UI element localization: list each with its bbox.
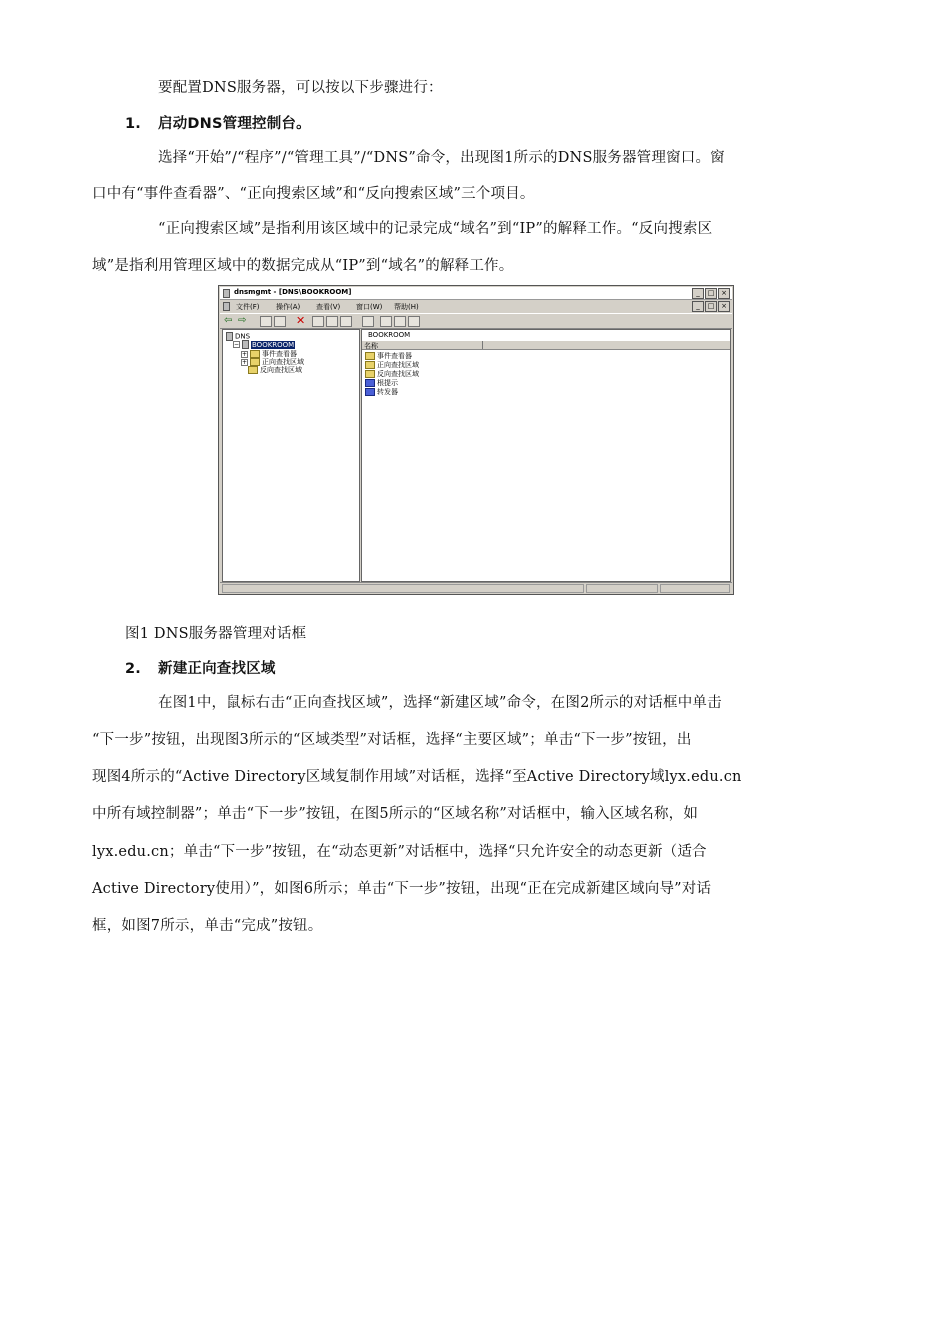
dns-manager-screenshot bbox=[218, 285, 734, 595]
intro-paragraph: 要配置DNS服务器，可以按以下步骤进行： bbox=[158, 80, 443, 96]
menu-bar bbox=[220, 300, 732, 312]
column-divider[interactable] bbox=[482, 341, 483, 349]
back-icon[interactable]: ⇦ bbox=[224, 315, 233, 326]
help-icon[interactable] bbox=[362, 316, 374, 327]
menu-file[interactable]: 文件(F) bbox=[236, 303, 260, 311]
child-restore-icon[interactable]: □ bbox=[705, 301, 717, 312]
step2-line: “下一步”按钮，出现图3所示的“区域类型”对话框，选择“主要区域”；单击“下一步”按钮，出 bbox=[92, 732, 692, 748]
menu-help[interactable]: 帮助(H) bbox=[394, 303, 419, 311]
step2-number: 2. bbox=[125, 661, 141, 677]
tree-item-event-viewer[interactable]: + 事件查看器 bbox=[242, 350, 297, 358]
step2-line: 在图1中，鼠标右击“正向查找区域”，选择“新建区域”命令，在图2所示的对话框中单击 bbox=[158, 695, 722, 711]
step1-number: 1. bbox=[125, 116, 141, 132]
step1-para1-line1: 选择“开始”/“程序”/“管理工具”/“DNS”命令，出现图1所示的DNS服务器管理窗口。窗 bbox=[158, 150, 725, 166]
expand-icon[interactable]: + bbox=[242, 350, 248, 358]
console-tree-pane[interactable] bbox=[222, 329, 360, 582]
properties-icon[interactable] bbox=[312, 316, 324, 327]
step1-para1-line2: 口中有“事件查看器”、“正向搜索区域”和“反向搜索区域”三个项目。 bbox=[92, 186, 535, 202]
collapse-icon[interactable]: − bbox=[234, 341, 240, 348]
status-cell-main bbox=[222, 584, 584, 593]
maximize-icon[interactable]: □ bbox=[705, 288, 717, 299]
tree-server-bookroom[interactable]: − BOOKROOM bbox=[234, 340, 295, 349]
figure-caption: 图1 DNS服务器管理对话框 bbox=[125, 626, 307, 642]
step2-line: 现图4所示的“Active Directory区域复制作用域”对话框，选择“至Active Directory域lyx.edu.cn bbox=[92, 769, 742, 785]
step1-para2-line2: 域”是指利用管理区域中的数据完成从“IP”到“域名”的解释工作。 bbox=[92, 258, 514, 274]
status-bar bbox=[220, 582, 732, 593]
window-titlebar bbox=[220, 287, 732, 300]
menu-window[interactable]: 窗口(W) bbox=[356, 303, 383, 311]
root-hints-icon bbox=[365, 379, 375, 387]
zone-icon[interactable] bbox=[408, 316, 420, 327]
tree-root-dns[interactable]: DNS bbox=[226, 332, 250, 341]
close-icon[interactable]: × bbox=[718, 288, 730, 299]
child-minimize-icon[interactable]: _ bbox=[692, 301, 704, 312]
details-header: BOOKROOM bbox=[368, 331, 411, 339]
minimize-icon[interactable]: _ bbox=[692, 288, 704, 299]
console-icon bbox=[223, 302, 230, 311]
status-cell-3 bbox=[660, 584, 730, 593]
server-icon[interactable] bbox=[380, 316, 392, 327]
status-cell-2 bbox=[586, 584, 658, 593]
list-item-forward-zone[interactable]: 正向查找区域 bbox=[365, 360, 419, 370]
folder-icon bbox=[365, 352, 375, 360]
details-pane[interactable] bbox=[361, 329, 731, 582]
list-item-forwarders[interactable]: 转发器 bbox=[365, 387, 398, 397]
forward-icon[interactable]: ⇨ bbox=[238, 315, 247, 326]
menu-action[interactable]: 操作(A) bbox=[276, 303, 301, 311]
tree-item-reverse-zone[interactable]: 反向查找区域 bbox=[248, 365, 302, 375]
window-title: dnsmgmt - [DNS\BOOKROOM] bbox=[234, 288, 352, 296]
app-icon bbox=[223, 289, 230, 298]
server-node-icon bbox=[242, 340, 249, 349]
step1-heading: 启动DNS管理控制台。 bbox=[158, 116, 311, 132]
step2-line: 中所有域控制器”；单击“下一步”按钮，在图5所示的“区域名称”对话框中，输入区域名称，如 bbox=[92, 806, 699, 822]
folder-icon bbox=[248, 366, 258, 374]
list-item-event-viewer[interactable]: 事件查看器 bbox=[365, 351, 412, 361]
export-list-icon[interactable] bbox=[340, 316, 352, 327]
folder-icon bbox=[365, 370, 375, 378]
expand-icon[interactable]: + bbox=[242, 358, 248, 366]
column-name[interactable]: 名称 bbox=[364, 342, 378, 350]
forwarders-icon bbox=[365, 388, 375, 396]
step2-line: 框，如图7所示，单击“完成”按钮。 bbox=[92, 918, 323, 934]
refresh-icon[interactable] bbox=[326, 316, 338, 327]
list-icon[interactable] bbox=[394, 316, 406, 327]
list-item-reverse-zone[interactable]: 反向查找区域 bbox=[365, 369, 419, 379]
dns-icon bbox=[226, 332, 233, 341]
step1-para2-line1: “正向搜索区域”是指利用该区域中的记录完成“域名”到“IP”的解释工作。“反向搜索区 bbox=[158, 221, 713, 237]
step2-heading: 新建正向查找区域 bbox=[158, 661, 276, 677]
step2-line: lyx.edu.cn；单击“下一步”按钮，在“动态更新”对话框中，选择“只允许安全的动态更新（适合 bbox=[92, 844, 707, 860]
toolbar bbox=[220, 313, 732, 329]
child-close-icon[interactable]: × bbox=[718, 301, 730, 312]
delete-icon[interactable]: ✕ bbox=[296, 314, 306, 327]
step2-line: Active Directory使用）”，如图6所示；单击“下一步”按钮，出现“正在完成新建区域向导”对话 bbox=[92, 881, 712, 897]
column-header[interactable] bbox=[362, 341, 730, 350]
tree-item-forward-zone[interactable]: + 正向查找区域 bbox=[242, 358, 304, 366]
list-item-root-hints[interactable]: 根提示 bbox=[365, 378, 398, 388]
folder-icon bbox=[365, 361, 375, 369]
menu-view[interactable]: 查看(V) bbox=[316, 303, 341, 311]
show-hide-tree-icon[interactable] bbox=[274, 316, 286, 327]
up-folder-icon[interactable] bbox=[260, 316, 272, 327]
